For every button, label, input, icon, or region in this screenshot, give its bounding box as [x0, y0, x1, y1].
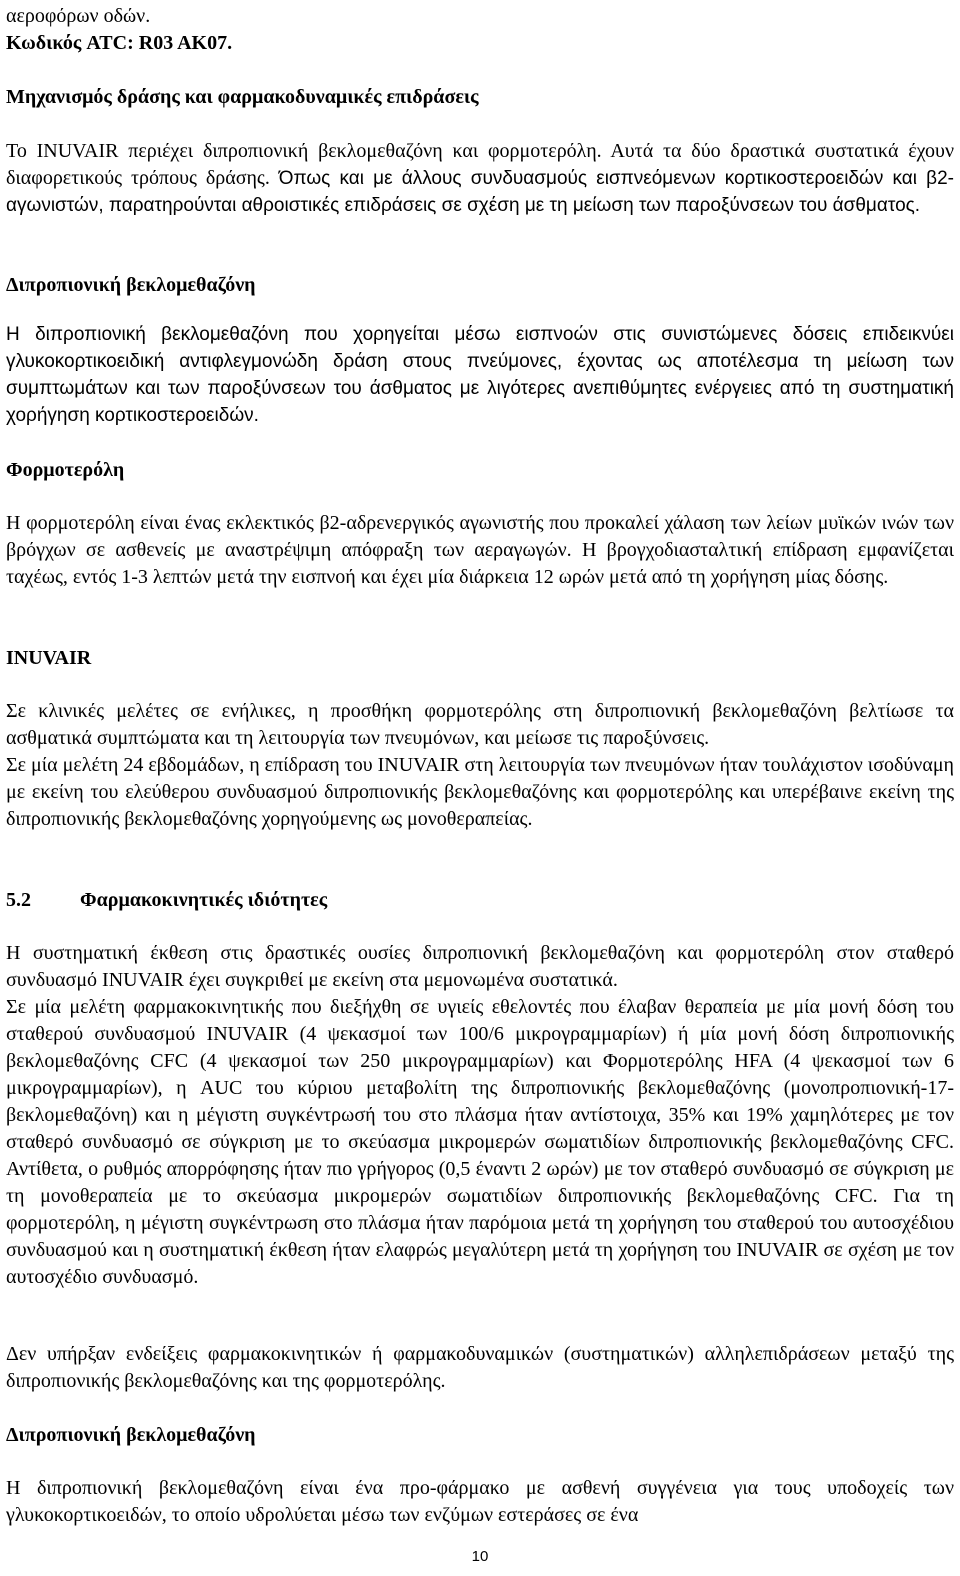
beclometasone-pd-paragraph: Η διπροπιονική βεκλομεθαζόνη που χορηγείται μέσω εισπνοών στις συνιστώμενες δόσεις επιδεικνύει γλυκοκορτικοειδική αντιφλεγμονώδη δράση στους πνεύμονες, έχοντας ως αποτέλεσμα τη μείωση των συμπτωμάτων και των παροξύνσεων του άσθματος με λιγότερες ανεπιθύμητες ενέργειες από τη συστηματική χορήγηση κορτικοστεροειδών. [6, 324, 954, 426]
beclometasone-pk-paragraph: Η διπροπιονική βεκλομεθαζόνη είναι ένα προ-φάρμακο με ασθενή συγγένεια για τους υποδοχείς των γλυκοκορτικοειδών, το οποίο υδρολύεται μέσω των ενζύμων εστεράσες σε ένα [6, 1477, 954, 1526]
intro-continuation: αεροφόρων οδών. [6, 5, 151, 27]
inuvair-paragraph-b: Σε μία μελέτη 24 εβδομάδων, η επίδραση του INUVAIR στη λειτουργία των πνευμόνων ήταν τουλάχιστον ισοδύναμη με εκείνη του ελεύθερου συνδυασμού διπροπιονικής βεκλομεθαζόνης και φορμοτερόλης και υπερέβαινε εκείνη της διπροπιονικής βεκλομεθαζόνης χορηγούμενης ως μονοθεραπείας. [6, 754, 954, 830]
pk-section-heading [6, 887, 327, 914]
page-number: 10 [471, 1548, 489, 1565]
mechanism-paragraph [6, 138, 954, 219]
mechanism-text-a: Το INUVAIR περιέχει διπροπιονική βεκλομεθαζόνη και φορμοτερόλη. Αυτά τα δύο δραστικά συστατικά έχουν διαφορετικούς τρόπους δράσης. [6, 140, 954, 189]
mechanism-heading: Μηχανισμός δράσης και φαρμακοδυναμικές επιδράσεις [6, 86, 479, 108]
pk-paragraph-c: Δεν υπήρξαν ενδείξεις φαρμακοκινητικών ή φαρμακοδυναμικών (συστηματικών) αλληλεπιδράσεων μεταξύ της διπροπιονικής βεκλομεθαζόνης και της φορμοτερόλης. [6, 1343, 954, 1392]
pk-paragraph-a: Η συστηματική έκθεση στις δραστικές ουσίες διπροπιονική βεκλομεθαζόνη και φορμοτερόλη στον σταθερό συνδυασμό INUVAIR έχει συγκριθεί με εκείνη στα μεμονωμένα συστατικά. [6, 942, 954, 991]
atc-code: Κωδικός ATC: R03 AK07. [6, 32, 233, 54]
formoterol-paragraph: Η φορμοτερόλη είναι ένας εκλεκτικός β2-αδρενεργικός αγωνιστής που προκαλεί χάλαση των λείων μυϊκών ινών των βρόγχων σε ασθενείς με αναστρέψιμη απόφραξη των αεραγωγών. Η βρογχοδιασταλτική επίδραση εμφανίζεται ταχέως, εντός 1-3 λεπτών μετά την εισπνοή και έχει μία διάρκεια 12 ωρών μετά από τη χορήγηση μίας δόσης. [6, 512, 954, 588]
pk-section-title: Φαρμακοκινητικές ιδιότητες [80, 889, 328, 911]
inuvair-paragraph-a: Σε κλινικές μελέτες σε ενήλικες, η προσθήκη φορμοτερόλης στη διπροπιονική βεκλομεθαζόνη βελτίωσε τα ασθματικά συμπτώματα και τη λειτουργία των πνευμόνων, και μείωσε τις παροξύνσεις. [6, 700, 954, 749]
inuvair-heading: INUVAIR [6, 647, 92, 669]
pk-section-number: 5.2 [6, 889, 31, 911]
beclometasone-pd-heading: Διπροπιονική βεκλομεθαζόνη [6, 274, 256, 296]
formoterol-heading: Φορμοτερόλη [6, 459, 125, 481]
mechanism-text-b: Όπως και με άλλους συνδυασμούς εισπνεόμενων κορτικοστεροειδών και β2-αγωνιστών, παρατηρούνται αθροιστικές επιδράσεις σε σχέση με τη μείωση των παροξύνσεων του άσθματος. [6, 168, 954, 216]
pk-paragraph-b: Σε μία μελέτη φαρμακοκινητικής που διεξήχθη σε υγιείς εθελοντές που έλαβαν θεραπεία με μία μονή δόση του σταθερού συνδυασμού INUVAIR (4 ψεκασμοί των 100/6 μικρογραμμαρίων) ή μία μονή δόση διπροπιονικής βεκλομεθαζόνης CFC (4 ψεκασμοί των 250 μικρογραμμαρίων) και Φορμοτερόλης HFA (4 ψεκασμοί των 6 μικρογραμμαρίων), η AUC του κύριου μεταβολίτη της διπροπιονικής βεκλομεθαζόνης (μονοπροπιονική-17- βεκλομεθαζόνη) και η μέγιστη συγκέντρωσή του στο πλάσμα ήταν αντίστοιχα, 35% και 19% χαμηλότερες με τον σταθερό συνδυασμό σε σύγκριση με το σκεύασμα μικρομερών σωματιδίων διπροπιονικής βεκλομεθαζόνης CFC. Αντίθετα, ο ρυθμός απορρόφησης ήταν πιο γρήγορος (0,5 έναντι 2 ωρών) με τον σταθερό συνδυασμό σε σύγκριση με τη μονοθεραπεία με το σκεύασμα μικρομερών σωματιδίων διπροπιονικής βεκλομεθαζόνης CFC. Για τη φορμοτερόλη, η μέγιστη συγκέντρωση στο πλάσμα ήταν παρόμοια μετά τη χορήγηση του σταθερού του αυτοσχέδιου συνδυασμού και η συστηματική έκθεση ήταν ελαφρώς μεγαλύτερη μετά τη χορήγηση του INUVAIR σε σχέση με τον αυτοσχέδιο συνδυασμό. [6, 996, 954, 1288]
beclometasone-pk-heading: Διπροπιονική βεκλομεθαζόνη [6, 1424, 256, 1446]
